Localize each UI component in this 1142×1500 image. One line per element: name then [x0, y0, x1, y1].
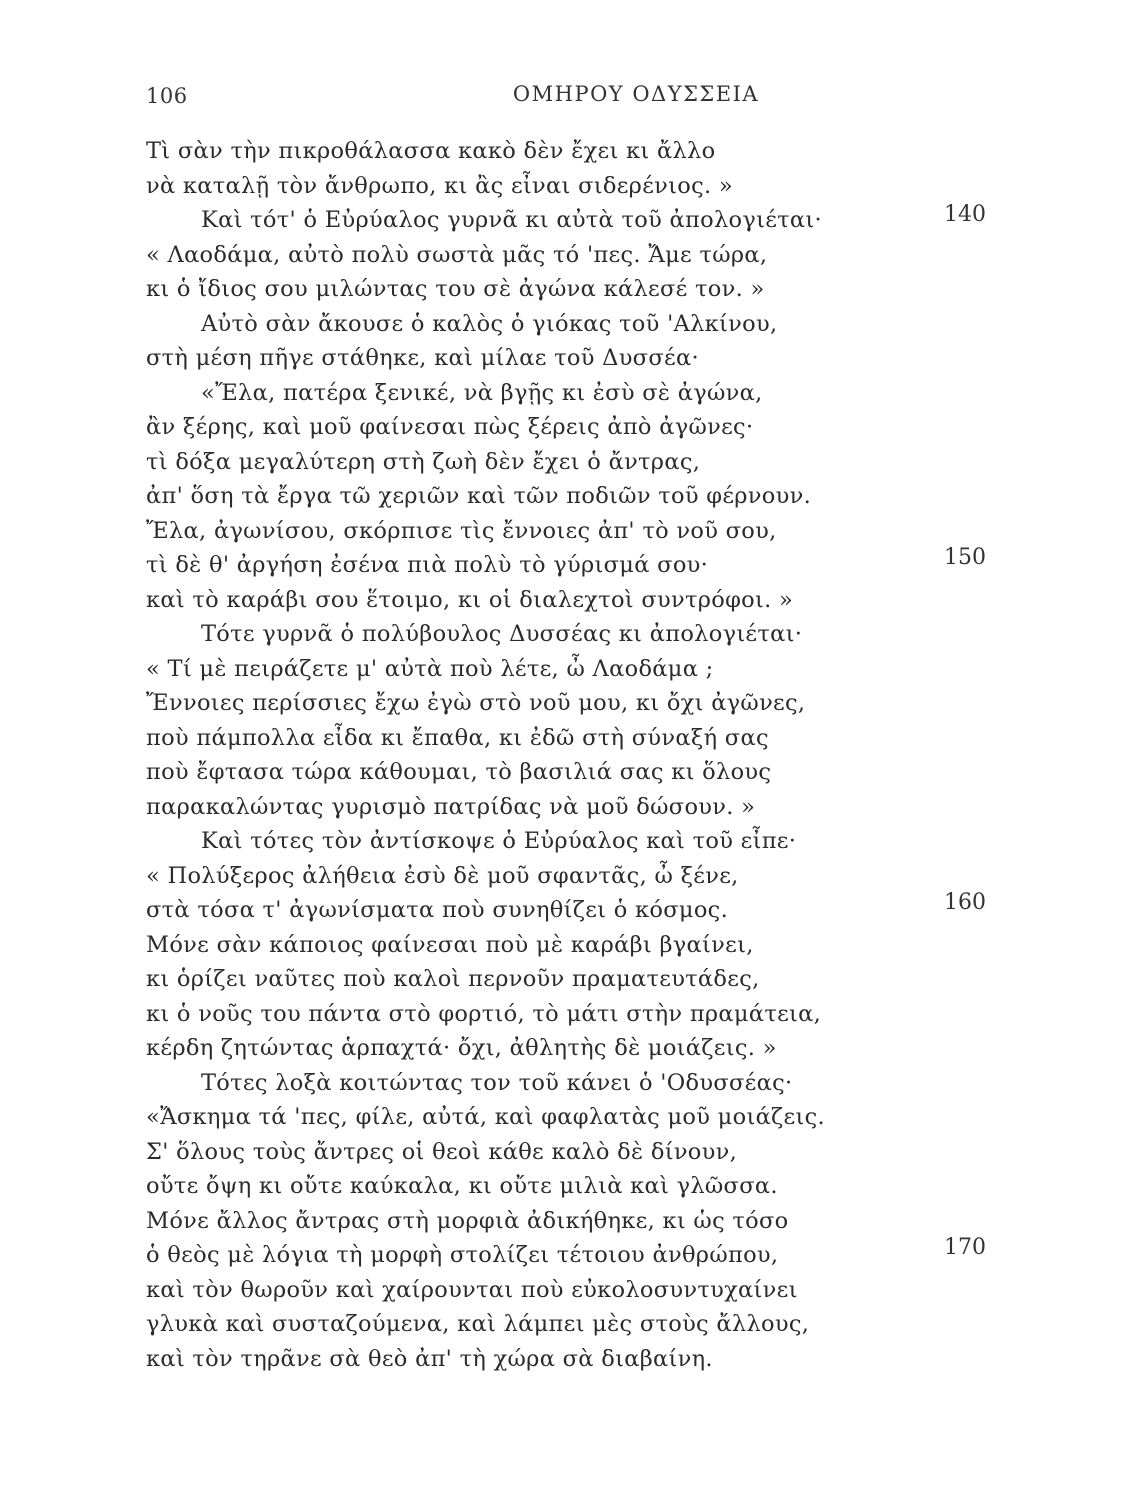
poem-text — [146, 134, 906, 1376]
verse-line: τὶ δόξα μεγαλύτερη στὴ ζωὴ δὲν ἔχει ὁ ἄντρας, — [146, 448, 701, 475]
verse-line: « Πολύξερος ἀλήθεια ἐσὺ δὲ μοῦ σφαντᾶς, ὦ ξένε, — [146, 862, 739, 889]
verse-line: ἀπ' ὅση τὰ ἔργα τῶ χεριῶν καὶ τῶν ποδιῶν τοῦ φέρνουν. — [146, 483, 812, 509]
verse-line: κι ὁ νοῦς του πάντα στὸ φορτιό, τὸ μάτι στὴν πραμάτεια, — [146, 1000, 822, 1027]
line-number-140: 140 — [944, 202, 986, 227]
verse-line: στὴ μέση πῆγε στάθηκε, καὶ μίλαε τοῦ Δυσσέα· — [146, 345, 699, 371]
verse-line: στὰ τόσα τ' ἀγωνίσματα ποὺ συνηθίζει ὁ κόσμος. — [146, 897, 729, 923]
verse-line: κι ὁ ἴδιος σου μιλώντας του σὲ ἀγώνα κάλεσέ τον. » — [146, 276, 765, 302]
verse-line: Μόνε ἄλλος ἄντρας στὴ μορφιὰ ἀδικήθηκε, κι ὡς τόσο — [146, 1207, 789, 1234]
verse-line: γλυκὰ καὶ συσταζούμενα, καὶ λάμπει μὲς στοὺς ἄλλους, — [146, 1311, 810, 1337]
verse-line: καὶ τὸν τηρᾶνε σὰ θεὸ ἀπ' τὴ χώρα σὰ διαβαίνη. — [146, 1345, 713, 1372]
verse-line: Ἔννοιες περίσσιες ἔχω ἐγὼ στὸ νοῦ μου, κι ὄχι ἀγῶνες, — [146, 690, 806, 716]
verse-line: Τὶ σὰν τὴν πικροθάλασσα κακὸ δὲν ἔχει κι ἄλλο — [146, 138, 716, 164]
verse-line: «Ἄσκημα τά 'πες, φίλε, αὐτά, καὶ φαφλατὰς μοῦ μοιάζεις. — [146, 1104, 825, 1130]
verse-line: ἂν ξέρης, καὶ μοῦ φαίνεσαι πὼς ξέρεις ἀπὸ ἀγῶνες· — [146, 414, 754, 440]
verse-line: «Ἔλα, πατέρα ξενικέ, νὰ βγῇς κι ἐσὺ σὲ ἀγώνα, — [201, 379, 763, 406]
verse-line: « Τί μὲ πειράζετε μ' αὐτὰ ποὺ λέτε, ὦ Λαοδάμα ; — [146, 655, 714, 682]
verse-line: νὰ καταλῇ τὸν ἄνθρωπο, κι ἂς εἶναι σιδερένιος. » — [146, 172, 733, 199]
verse-line: ποὺ ἔφτασα τώρα κάθουμαι, τὸ βασιλιά σας κι ὅλους — [146, 759, 772, 785]
verse-line: Αὐτὸ σὰν ἄκουσε ὁ καλὸς ὁ γιόκας τοῦ 'Αλκίνου, — [201, 310, 778, 337]
line-number-150: 150 — [944, 545, 986, 570]
line-number-160: 160 — [944, 890, 986, 915]
running-title: ΟΜΗΡΟΥ ΟΔΥΣΣΕΙΑ — [512, 82, 760, 106]
verse-line: Καὶ τότ' ὁ Εὐρύαλος γυρνᾶ κι αὐτὰ τοῦ ἀπολογιέται· — [201, 207, 822, 233]
verse-line: Καὶ τότες τὸν ἀντίσκοψε ὁ Εὐρύαλος καὶ τοῦ εἶπε· — [201, 828, 797, 854]
verse-line: παρακαλώντας γυρισμὸ πατρίδας νὰ μοῦ δώσουν. » — [146, 793, 756, 820]
page-number: 106 — [146, 84, 188, 108]
verse-line: καὶ τὸν θωροῦν καὶ χαίρουνται ποὺ εὐκολοσυντυχαίνει — [146, 1276, 798, 1303]
verse-line: κέρδη ζητώντας ἁρπαχτά· ὄχι, ἀθλητὴς δὲ μοιάζεις. » — [146, 1035, 777, 1061]
verse-line: κι ὁρίζει ναῦτες ποὺ καλοὶ περνοῦν πραματευτάδες, — [146, 966, 760, 992]
verse-line: τὶ δὲ θ' ἀργήση ἐσένα πιὰ πολὺ τὸ γύρισμά σου· — [146, 552, 709, 578]
verse-line: καὶ τὸ καράβι σου ἕτοιμο, κι οἱ διαλεχτοὶ συντρόφοι. » — [146, 586, 794, 613]
verse-line: Μόνε σὰν κάποιος φαίνεσαι ποὺ μὲ καράβι βγαίνει, — [146, 931, 754, 958]
verse-line: ὁ θεὸς μὲ λόγια τὴ μορφὴ στολίζει τέτοιου ἀνθρώπου, — [146, 1242, 779, 1268]
verse-line: Τότες λοξὰ κοιτώντας τον τοῦ κάνει ὁ 'Οδυσσέας· — [201, 1069, 793, 1096]
verse-line: Ἔλα, ἀγωνίσου, σκόρπισε τὶς ἔννοιες ἀπ' τὸ νοῦ σου, — [146, 517, 777, 544]
verse-line: Τότε γυρνᾶ ὁ πολύβουλος Δυσσέας κι ἀπολογιέται· — [201, 621, 803, 647]
verse-line: Σ' ὅλους τοὺς ἄντρες οἱ θεοὶ κάθε καλὸ δὲ δίνουν, — [146, 1138, 738, 1165]
verse-line: οὔτε ὄψη κι οὔτε καύκαλα, κι οὔτε μιλιὰ καὶ γλῶσσα. — [146, 1173, 778, 1199]
verse-line: « Λαοδάμα, αὐτὸ πολὺ σωστὰ μᾶς τό 'πες. Ἄμε τώρα, — [146, 241, 768, 268]
line-number-170: 170 — [944, 1235, 986, 1260]
verse-line: ποὺ πάμπολλα εἶδα κι ἔπαθα, κι ἐδῶ στὴ σύναξή σας — [146, 724, 769, 751]
